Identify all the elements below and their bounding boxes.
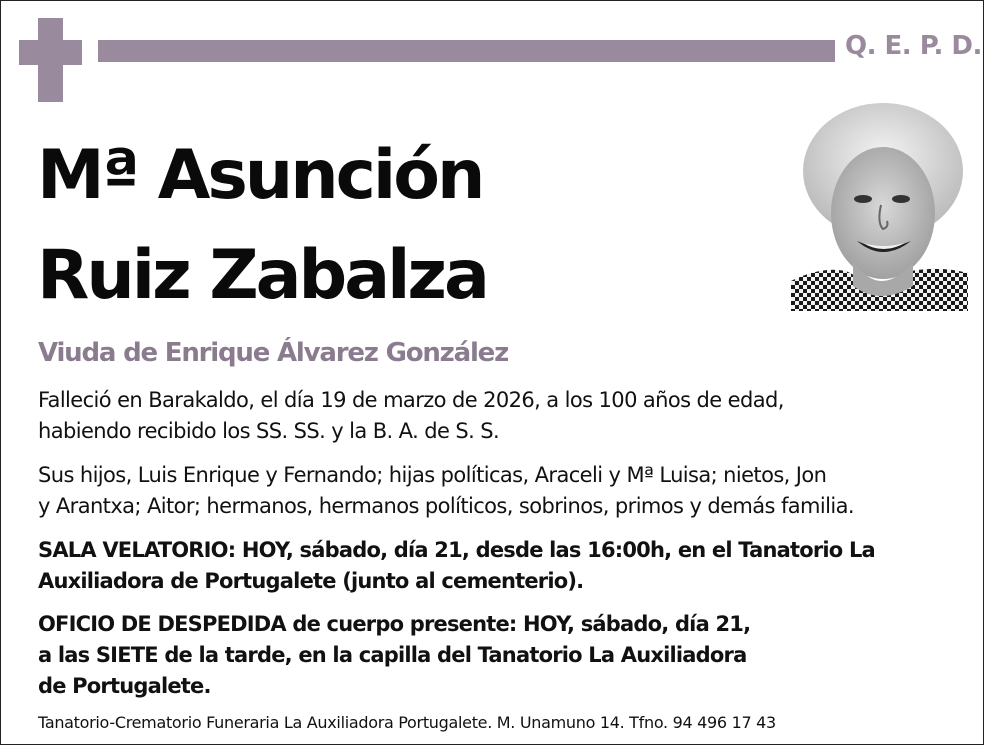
- portrait-photo: [791, 101, 968, 311]
- deceased-name-line-1: Mª Asunción: [37, 136, 483, 215]
- wake-line: Auxiliadora de Portugalete (junto al cementerio).: [38, 569, 584, 593]
- family-paragraph: [38, 460, 854, 522]
- service-line: a las SIETE de la tarde, en la capilla del Tanatorio La Auxiliadora: [38, 643, 747, 667]
- death-notice-line: habiendo recibido los SS. SS. y la B. A. de S. S.: [38, 419, 500, 443]
- service-line: de Portugalete.: [38, 674, 211, 698]
- funeral-home-footer: Tanatorio-Crematorio Funeraria La Auxiliadora Portugalete. M. Unamuno 14. Tfno. 94 496 17 43: [38, 713, 776, 732]
- service-line: OFICIO DE DESPEDIDA de cuerpo presente: HOY, sábado, día 21,: [38, 612, 751, 636]
- cross-horizontal-bar: [19, 40, 82, 65]
- widow-of-line: Viuda de Enrique Álvarez González: [38, 338, 509, 368]
- face-shape: [831, 147, 935, 279]
- death-notice-paragraph: [38, 385, 784, 447]
- left-eye: [854, 195, 872, 203]
- deceased-name-line-2: Ruiz Zabalza: [37, 236, 487, 315]
- wake-line: SALA VELATORIO: HOY, sábado, día 21, desde las 16:00h, en el Tanatorio La: [38, 538, 875, 562]
- header-rule: [98, 40, 835, 62]
- right-eye: [892, 195, 910, 203]
- family-line: Sus hijos, Luis Enrique y Fernando; hijas políticas, Araceli y Mª Luisa; nietos, Jon: [38, 463, 827, 487]
- wake-paragraph: [38, 535, 875, 597]
- death-notice-line: Falleció en Barakaldo, el día 19 de marzo de 2026, a los 100 años de edad,: [38, 388, 784, 412]
- qepd-label: Q. E. P. D.: [845, 31, 982, 61]
- family-line: y Arantxa; Aitor; hermanos, hermanos políticos, sobrinos, primos y demás familia.: [38, 494, 854, 518]
- service-paragraph: [38, 609, 750, 702]
